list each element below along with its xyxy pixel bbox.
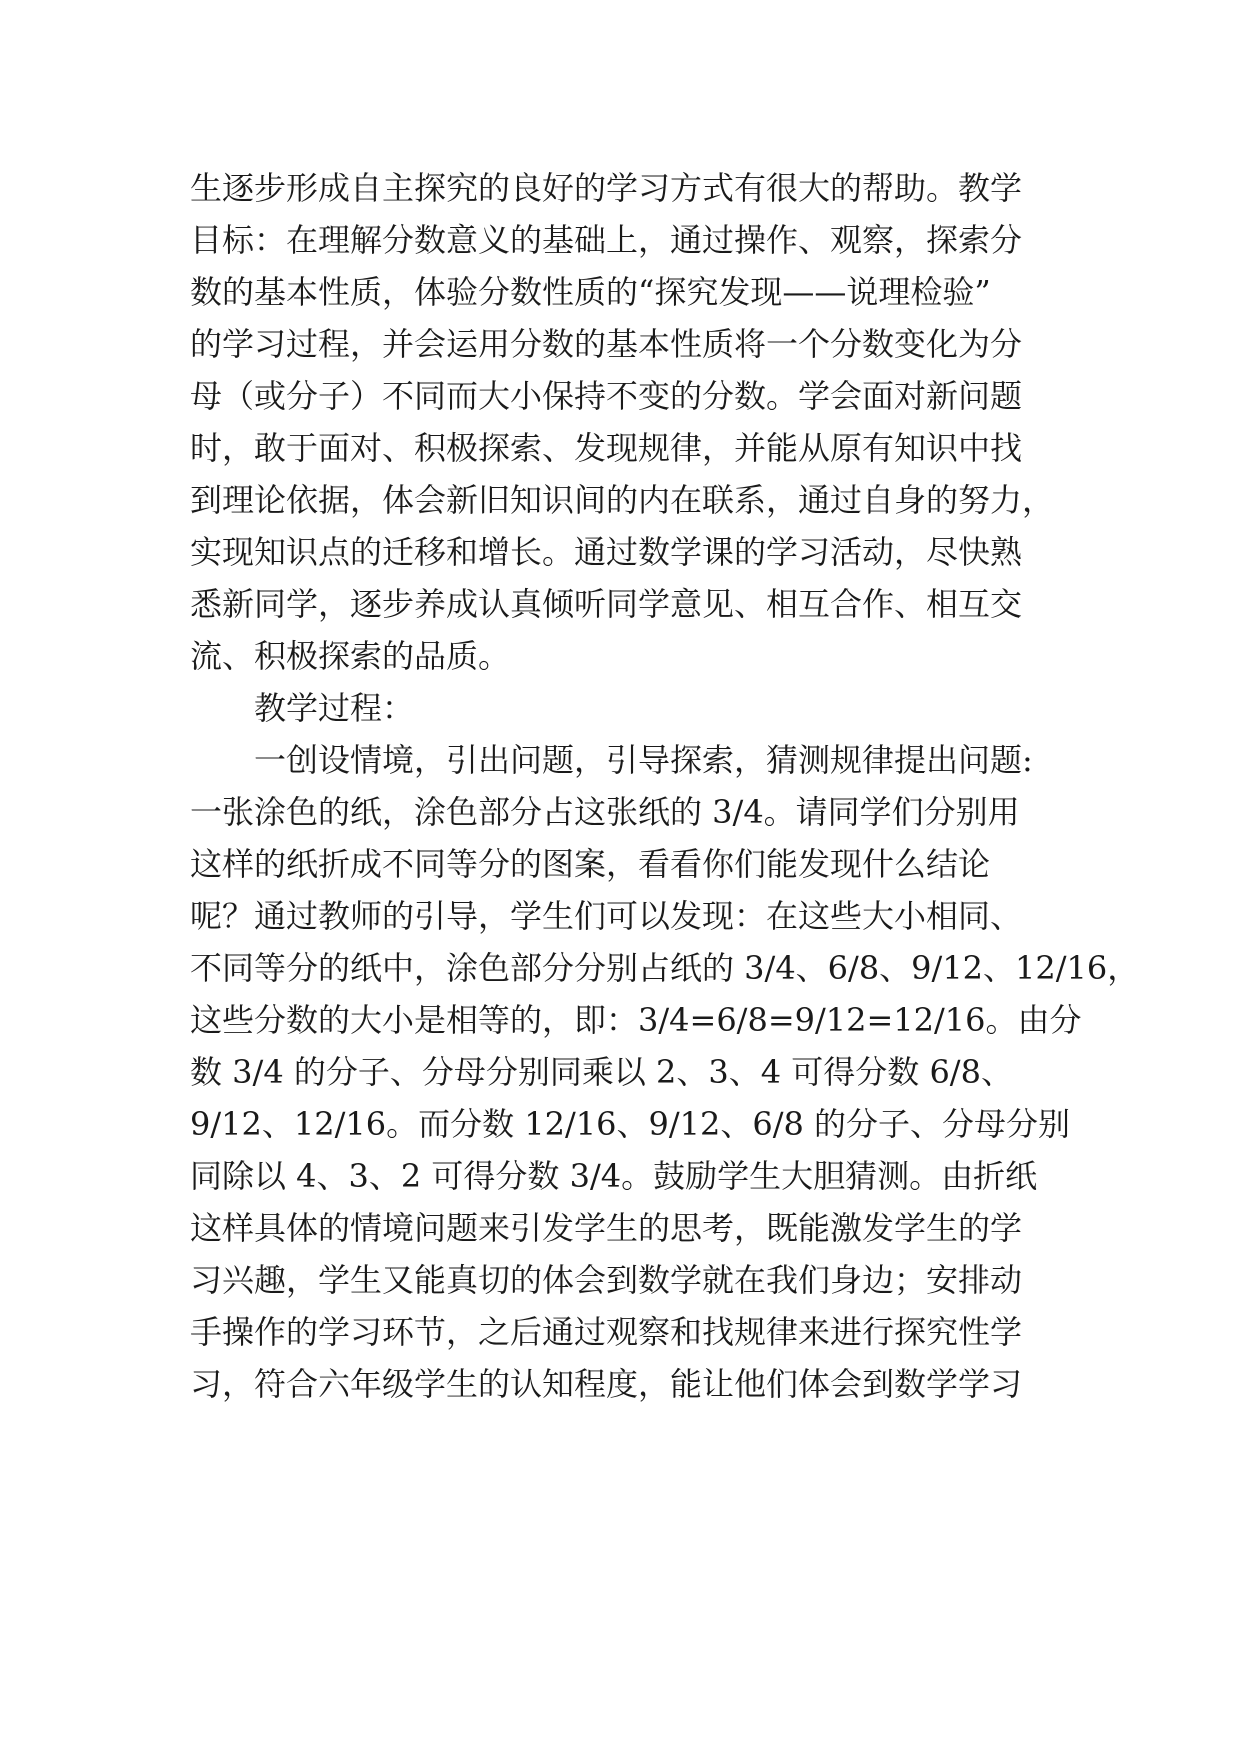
text-line: 手操作的学习环节，之后通过观察和找规律来进行探究性学 xyxy=(190,1313,1023,1351)
text-line: 母（或分子）不同而大小保持不变的分数。学会面对新问题 xyxy=(190,377,1023,415)
text-line: 一张涂色的纸，涂色部分占这张纸的 3/4。请同学们分别用 xyxy=(190,793,1020,831)
text-line: 数 3/4 的分子、分母分别同乘以 2、3、4 可得分数 6/8、 xyxy=(190,1053,1013,1091)
text-line: 到理论依据，体会新旧知识间的内在联系，通过自身的努力， xyxy=(190,481,1055,519)
text-line: 这样具体的情境问题来引发学生的思考，既能激发学生的学 xyxy=(190,1209,1023,1247)
text-line: 不同等分的纸中，涂色部分分别占纸的 3/4、6/8、9/12、12/16， xyxy=(190,949,1140,987)
text-line: 呢？通过教师的引导，学生们可以发现：在这些大小相同、 xyxy=(190,897,1023,935)
text-line: 习兴趣，学生又能真切的体会到数学就在我们身边；安排动 xyxy=(190,1261,1023,1299)
text-line: 这些分数的大小是相等的，即：3/4=6/8=9/12=12/16。由分 xyxy=(190,1001,1082,1039)
text-line: 同除以 4、3、2 可得分数 3/4。鼓励学生大胆猜测。由折纸 xyxy=(190,1157,1038,1195)
text-line: 的学习过程，并会运用分数的基本性质将一个分数变化为分 xyxy=(190,325,1023,363)
text-line: 9/12、12/16。而分数 12/16、9/12、6/8 的分子、分母分别 xyxy=(190,1105,1071,1143)
text-line: 这样的纸折成不同等分的图案，看看你们能发现什么结论 xyxy=(190,845,991,883)
body-text xyxy=(190,162,1140,1410)
section-heading: 教学过程： xyxy=(254,689,415,727)
text-line: 流、积极探索的品质。 xyxy=(190,637,511,675)
text-line: 一创设情境，引出问题，引导探索，猜测规律提出问题: xyxy=(254,741,1033,779)
text-line: 实现知识点的迁移和增长。通过数学课的学习活动，尽快熟 xyxy=(190,533,1023,571)
text-line: 数的基本性质，体验分数性质的“探究发现——说理检验” xyxy=(190,273,991,311)
text-line: 悉新同学，逐步养成认真倾听同学意见、相互合作、相互交 xyxy=(190,585,1023,623)
text-line: 目标：在理解分数意义的基础上，通过操作、观察，探索分 xyxy=(190,221,1023,259)
text-line: 时，敢于面对、积极探索、发现规律，并能从原有知识中找 xyxy=(190,429,1023,467)
text-line: 生逐步形成自主探究的良好的学习方式有很大的帮助。教学 xyxy=(190,169,1023,207)
text-line: 习，符合六年级学生的认知程度，能让他们体会到数学学习 xyxy=(190,1365,1023,1403)
